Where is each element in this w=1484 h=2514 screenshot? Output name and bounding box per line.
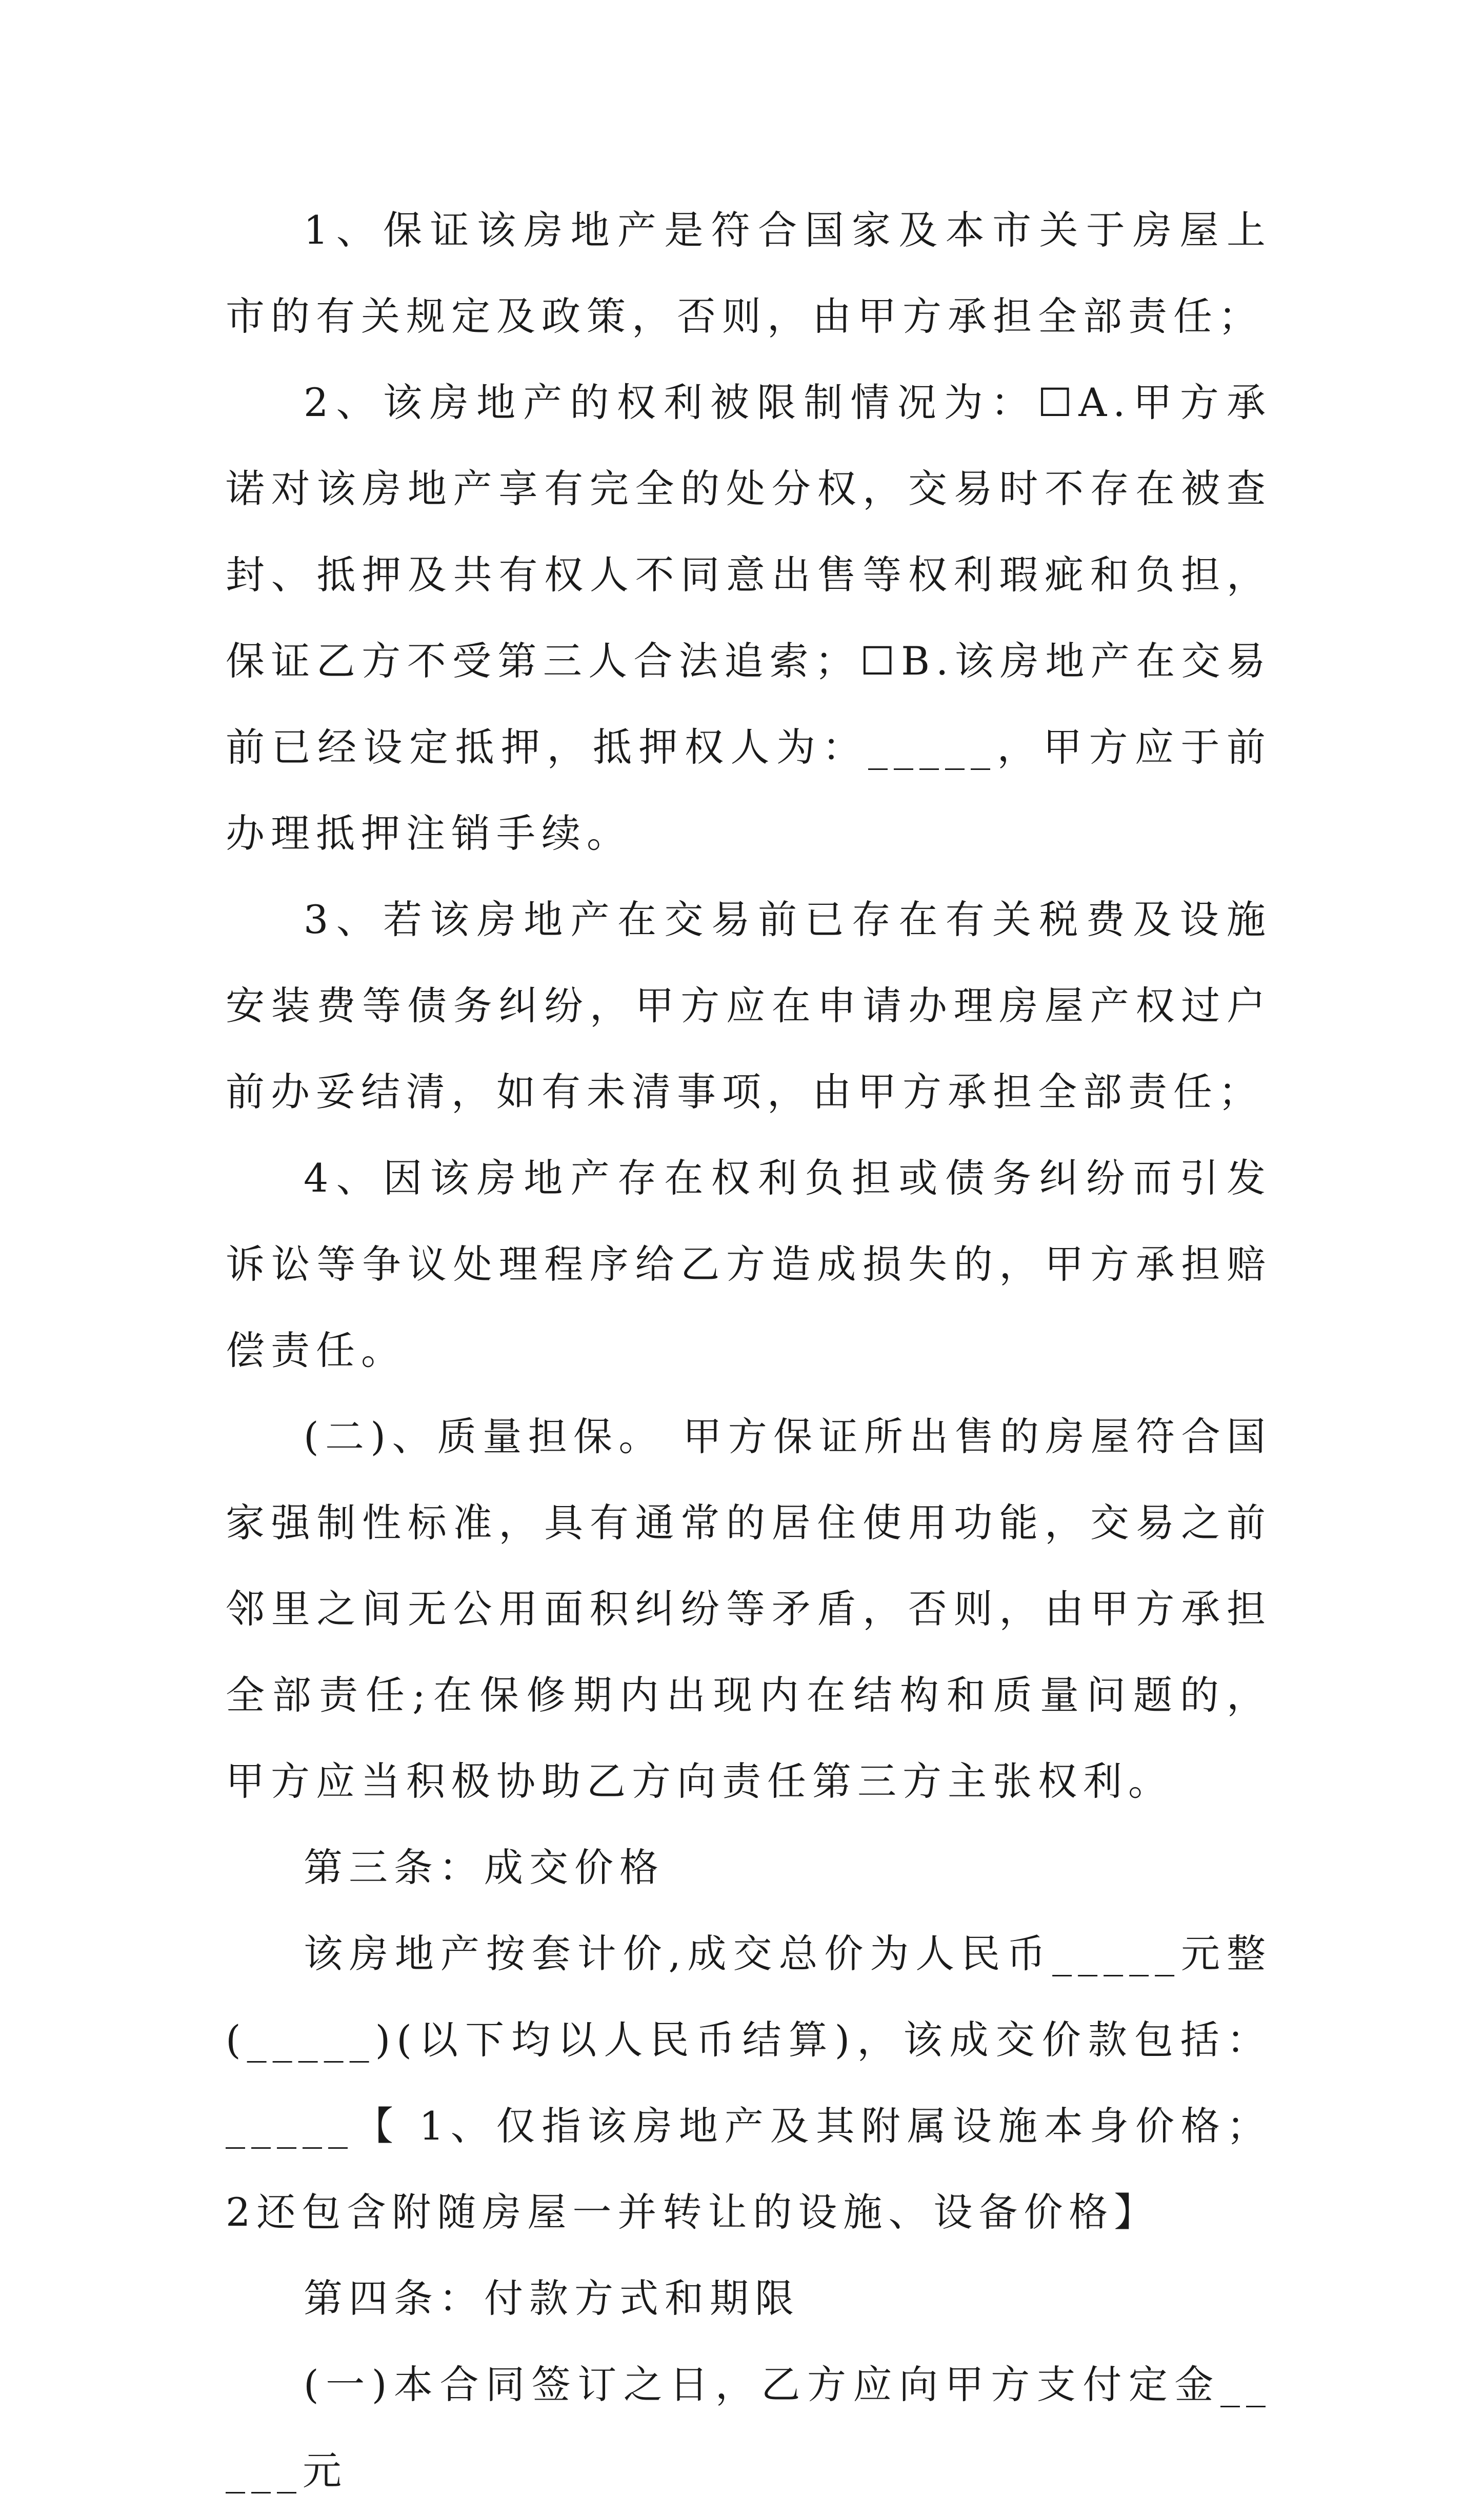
transaction-price-paragraph: 该房地产按套计价,成交总价为人民币_____元整(_____)(以下均以人民币结算)，该成交价款包括：_____【 1、仅指该房地产及其附属设施本身价格；2还包含附随房屋一并转让的设施、设备价格】 xyxy=(226,1931,1272,2235)
clause-1-paragraph: 1、保证该房地产是符合国家及本市关于房屋上市的有关规定及政策，否则，由甲方承担全部责任； xyxy=(226,207,1272,339)
quality-guarantee-paragraph: (二)、质量担保。 甲方保证所出售的房屋符合国家强制性标准，具有通常的居住使用功能，交易之前邻里之间无公用面积纠纷等矛盾，否则，由甲方承担全部责任;在保修期内出现内在结构和质量问题的，甲方应当积极协助乙方向责任第三方主张权利。 xyxy=(226,1414,1272,1804)
clause-2-paragraph: 2、该房地产的权利被限制情况为：☐A.甲方承诺对该房地产享有完全的处分权，交易时不存在被查封、抵押及共有权人不同意出售等权利瑕疵和负担，保证乙方不受第三人合法追索；☐B.该房地产在交易前已经设定抵押，抵押权人为：_____，甲方应于前办理抵押注销手续。 xyxy=(226,380,1272,856)
article-3-heading: 第三条：成交价格 xyxy=(304,1845,665,1890)
payment-deposit-paragraph: (一)本合同签订之日，乙方应向甲方支付定金_____元 xyxy=(226,2362,1272,2493)
clause-3-paragraph: 3、若该房地产在交易前已存在有关税费及设施安装费等债务纠纷，甲方应在申请办理房屋产权过户前办妥结清，如有未清事项，由甲方承担全部责任； xyxy=(226,897,1272,1115)
clause-4-paragraph: 4、因该房地产存在权利负担或债务纠纷而引发诉讼等争议处理程序给乙方造成损失的，甲方承担赔偿责任。 xyxy=(226,1155,1272,1373)
document-body xyxy=(226,187,1272,2514)
article-4-heading: 第四条：付款方式和期限 xyxy=(304,2275,800,2321)
